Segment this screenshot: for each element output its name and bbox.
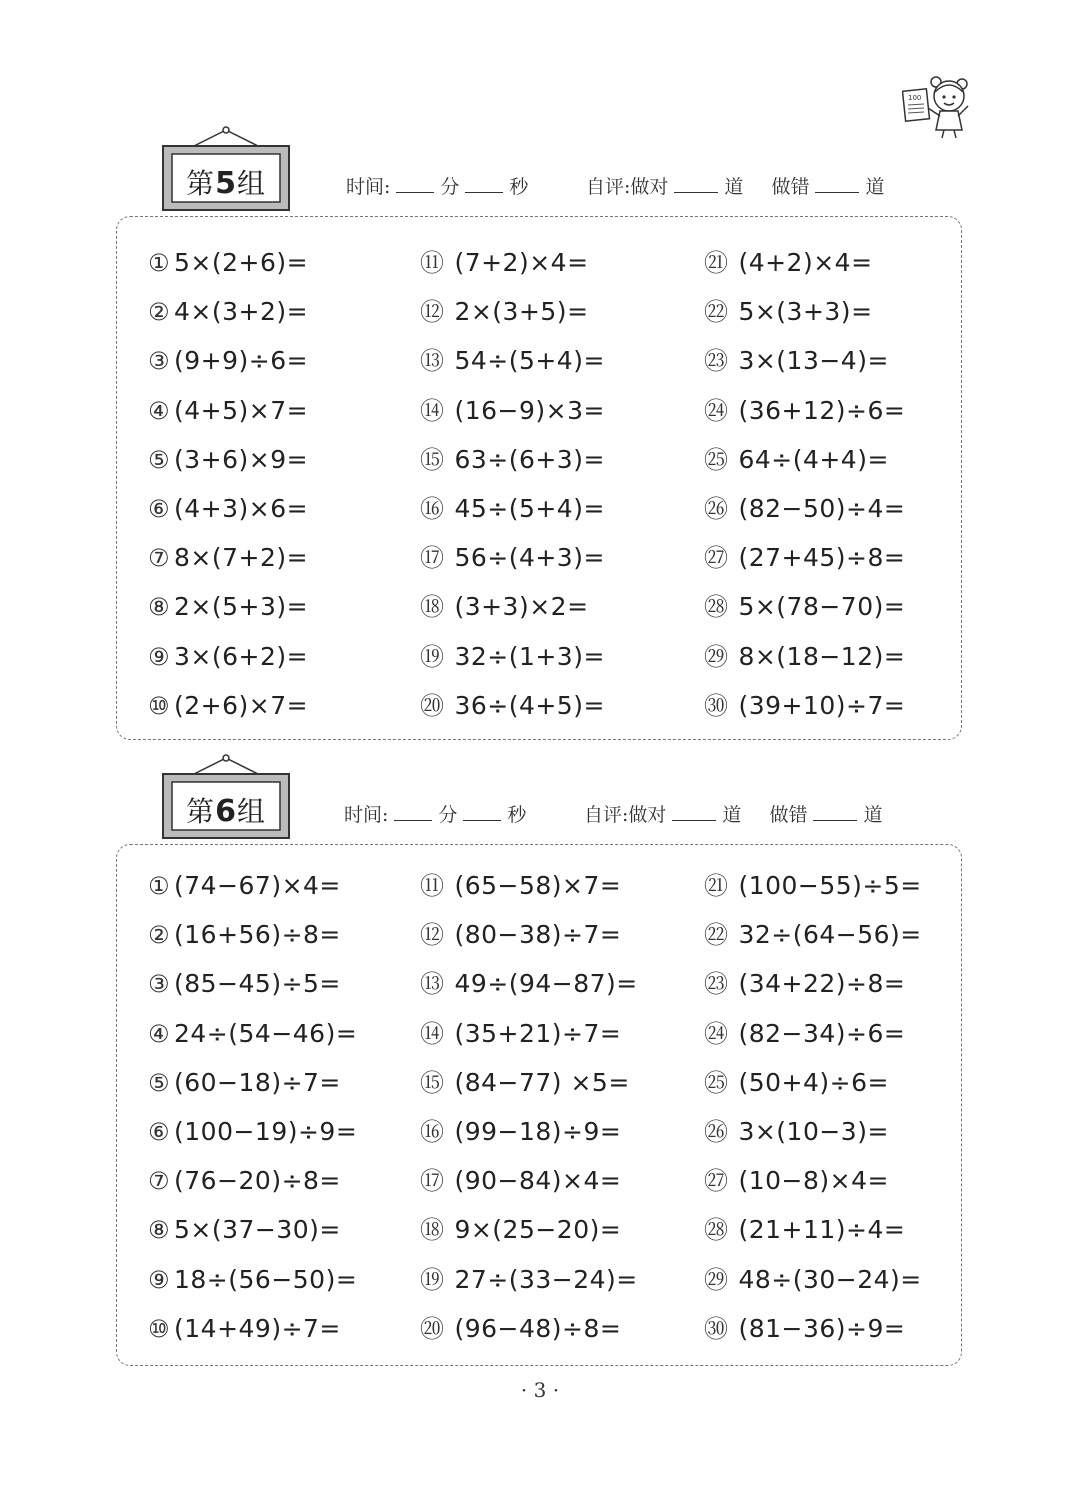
problem-expression: 54÷(5+4)=	[446, 346, 605, 376]
arithmetic-problem	[704, 1260, 922, 1300]
problem-expression: (76−20)÷8=	[174, 1166, 341, 1196]
problem-number: ㉑	[704, 249, 728, 277]
problem-expression: (10−8)×4=	[730, 1166, 889, 1196]
arithmetic-problem	[704, 391, 905, 431]
arithmetic-problem	[420, 1112, 621, 1152]
problem-number: ㉔	[704, 396, 728, 425]
problem-number: ㉓	[704, 347, 728, 376]
problem-expression: 32÷(64−56)=	[730, 920, 922, 950]
problem-expression: (82−50)÷4=	[730, 494, 906, 523]
arithmetic-problem	[420, 1014, 621, 1054]
problem-number: ㉘	[704, 593, 728, 622]
problem-expression: (100−19)÷9=	[174, 1117, 358, 1146]
problem-expression: 3×(13−4)=	[730, 346, 889, 376]
problem-expression: 3×(10−3)=	[730, 1117, 889, 1146]
arithmetic-problem	[420, 440, 605, 480]
problem-number: ㉗	[704, 1167, 728, 1196]
arithmetic-problem	[704, 964, 905, 1004]
problem-number: ⑨	[148, 642, 170, 671]
problem-number: ⑯	[420, 1118, 444, 1146]
problem-expression: (9+9)÷6=	[174, 346, 309, 376]
arithmetic-problem	[148, 915, 341, 955]
arithmetic-problem	[148, 1260, 357, 1300]
page-number: · 3 ·	[520, 1378, 560, 1402]
arithmetic-problem	[420, 1210, 621, 1250]
problem-expression: 64÷(4+4)=	[730, 444, 889, 474]
problem-number: ④	[148, 1019, 170, 1048]
problem-number: ⑤	[148, 445, 170, 474]
arithmetic-problem	[148, 1014, 357, 1054]
problem-number: ⑨	[148, 1265, 170, 1294]
problem-number: ⑩	[148, 691, 170, 720]
problem-number: ⑧	[148, 593, 170, 622]
problem-number: ⑪	[420, 249, 444, 277]
problem-number: ⑯	[420, 495, 444, 523]
problem-expression: (84−77) ×5=	[446, 1067, 630, 1097]
problem-number: ㉖	[704, 495, 728, 523]
group-title-sign	[160, 136, 292, 206]
arithmetic-problem	[420, 292, 589, 332]
problem-number: ㉑	[704, 872, 728, 900]
arithmetic-problem	[420, 964, 638, 1004]
problem-number: ⑭	[420, 396, 444, 425]
problem-expression: 36÷(4+5)=	[446, 690, 605, 720]
problem-number: ⑫	[420, 298, 444, 327]
problem-number: ⑱	[420, 593, 444, 622]
problem-expression: (81−36)÷9=	[730, 1313, 906, 1343]
correct-count-blank[interactable]	[674, 172, 718, 193]
self-evaluation: 自评:做对 道 做错 道	[586, 172, 885, 202]
mascot-illustration	[902, 72, 974, 140]
arithmetic-problem	[148, 587, 308, 627]
problem-expression: (39+10)÷7=	[730, 690, 906, 720]
problem-expression: (16+56)÷8=	[174, 920, 341, 950]
group-title-sign	[160, 764, 292, 834]
arithmetic-problem	[704, 292, 873, 332]
problem-expression: (90−84)×4=	[446, 1166, 622, 1196]
problem-number: ㉚	[704, 691, 728, 720]
problem-expression: (82−34)÷6=	[730, 1018, 906, 1048]
time-record: 时间: 分 秒	[344, 800, 526, 830]
arithmetic-problem	[704, 243, 873, 283]
problem-number: ⑤	[148, 1068, 170, 1097]
minutes-blank[interactable]	[394, 800, 432, 821]
arithmetic-problem	[420, 1309, 621, 1349]
problem-expression: (36+12)÷6=	[730, 395, 906, 425]
arithmetic-problem	[420, 538, 605, 578]
arithmetic-problem	[420, 637, 605, 677]
problem-expression: (4+5)×7=	[174, 395, 309, 425]
arithmetic-problem	[148, 341, 308, 381]
problem-number: ⑰	[420, 1167, 444, 1196]
arithmetic-problem	[420, 243, 589, 283]
problem-number: ⑫	[420, 921, 444, 950]
problem-number: ⑦	[148, 1167, 170, 1196]
problem-number: ⑥	[148, 1118, 170, 1146]
arithmetic-problem	[704, 440, 889, 480]
arithmetic-problem	[420, 1260, 638, 1300]
problem-expression: 32÷(1+3)=	[446, 641, 605, 671]
problem-number: ⑭	[420, 1019, 444, 1048]
arithmetic-problem	[148, 866, 341, 906]
problem-expression: (80−38)÷7=	[446, 920, 622, 950]
arithmetic-problem	[420, 489, 605, 529]
arithmetic-problem	[704, 686, 905, 726]
problem-number: ⑮	[420, 1068, 444, 1097]
problem-expression: 48÷(30−24)=	[730, 1264, 922, 1294]
arithmetic-problem	[704, 1161, 889, 1201]
arithmetic-problem	[148, 391, 308, 431]
problem-number: ⑩	[148, 1314, 170, 1343]
problem-number: ②	[148, 921, 170, 950]
arithmetic-problem	[148, 1309, 341, 1349]
arithmetic-problem	[148, 292, 308, 332]
problem-number: ⑧	[148, 1216, 170, 1245]
problem-expression: (14+49)÷7=	[174, 1313, 341, 1343]
svg-text:100: 100	[908, 94, 922, 102]
problem-number: ③	[148, 970, 170, 999]
problem-expression: (60−18)÷7=	[174, 1067, 341, 1097]
arithmetic-problem	[420, 587, 589, 627]
problem-expression: 24÷(54−46)=	[174, 1018, 358, 1048]
problem-number: ㉒	[704, 921, 728, 950]
problem-expression: 63÷(6+3)=	[446, 444, 605, 474]
problem-number: ㉒	[704, 298, 728, 327]
problem-expression: (4+3)×6=	[174, 494, 309, 523]
problem-number: ㉕	[704, 1068, 728, 1097]
arithmetic-problem	[704, 866, 922, 906]
arithmetic-problem	[420, 341, 605, 381]
problem-expression: 2×(3+5)=	[446, 297, 589, 327]
arithmetic-problem	[704, 538, 905, 578]
arithmetic-problem	[704, 587, 905, 627]
arithmetic-problem	[420, 391, 605, 431]
problem-expression: (34+22)÷8=	[730, 969, 906, 999]
arithmetic-problem	[148, 489, 308, 529]
arithmetic-problem	[148, 1112, 357, 1152]
arithmetic-problem	[704, 1063, 889, 1103]
arithmetic-problem	[148, 686, 308, 726]
arithmetic-problem	[148, 1161, 341, 1201]
problem-expression: 5×(2+6)=	[174, 248, 309, 277]
problem-expression: (2+6)×7=	[174, 690, 309, 720]
problem-expression: (99−18)÷9=	[446, 1117, 622, 1146]
problem-expression: (21+11)÷4=	[730, 1215, 906, 1245]
problem-expression: 9×(25−20)=	[446, 1215, 622, 1245]
problem-expression: (3+3)×2=	[446, 592, 589, 622]
problem-expression: (85−45)÷5=	[174, 969, 341, 999]
problem-number: ⑦	[148, 544, 170, 573]
arithmetic-problem	[148, 1210, 341, 1250]
problem-number: ㉚	[704, 1314, 728, 1343]
arithmetic-problem	[704, 341, 889, 381]
problem-expression: (3+6)×9=	[174, 444, 309, 474]
arithmetic-problem	[704, 1014, 905, 1054]
problem-expression: 56÷(4+3)=	[446, 543, 605, 573]
problem-expression: 2×(5+3)=	[174, 592, 309, 622]
arithmetic-problem	[420, 915, 621, 955]
problem-expression: (100−55)÷5=	[730, 871, 922, 900]
arithmetic-problem	[704, 1210, 905, 1250]
arithmetic-problem	[704, 915, 922, 955]
problem-expression: 5×(3+3)=	[730, 297, 873, 327]
problem-number: ⑰	[420, 544, 444, 573]
problem-expression: (27+45)÷8=	[730, 543, 906, 573]
problem-number: ②	[148, 298, 170, 327]
self-evaluation: 自评:做对 道 做错 道	[584, 800, 883, 830]
group-title: 第6组	[186, 794, 266, 829]
arithmetic-problem	[420, 866, 621, 906]
problem-expression: (50+4)÷6=	[730, 1067, 889, 1097]
problem-expression: (16−9)×3=	[446, 395, 605, 425]
seconds-blank[interactable]	[463, 800, 501, 821]
problem-expression: 8×(18−12)=	[730, 641, 906, 671]
problem-expression: 5×(78−70)=	[730, 592, 906, 622]
problem-number: ③	[148, 347, 170, 376]
seconds-blank[interactable]	[465, 172, 503, 193]
problem-number: ⑳	[420, 1314, 444, 1343]
problem-number: ⑱	[420, 1216, 444, 1245]
problem-number: ⑥	[148, 495, 170, 523]
arithmetic-problem	[148, 637, 308, 677]
problem-expression: 27÷(33−24)=	[446, 1264, 638, 1294]
arithmetic-problem	[704, 637, 905, 677]
arithmetic-problem	[704, 489, 905, 529]
arithmetic-problem	[148, 243, 308, 283]
problem-number: ④	[148, 396, 170, 425]
problem-number: ㉘	[704, 1216, 728, 1245]
problem-expression: 8×(7+2)=	[174, 543, 309, 573]
correct-count-blank[interactable]	[672, 800, 716, 821]
problem-number: ⑬	[420, 347, 444, 376]
problem-number: ⑬	[420, 970, 444, 999]
problem-number: ⑲	[420, 1265, 444, 1294]
problem-expression: 45÷(5+4)=	[446, 494, 605, 523]
wrong-count-blank[interactable]	[815, 172, 859, 193]
arithmetic-problem	[704, 1112, 889, 1152]
problem-number: ⑳	[420, 691, 444, 720]
problem-number: ㉗	[704, 544, 728, 573]
problem-number: ①	[148, 872, 170, 900]
problem-number: ㉙	[704, 1265, 728, 1294]
problem-number: ⑪	[420, 872, 444, 900]
problem-expression: 3×(6+2)=	[174, 641, 309, 671]
arithmetic-problem	[704, 1309, 905, 1349]
wrong-count-blank[interactable]	[813, 800, 857, 821]
problem-expression: (96−48)÷8=	[446, 1313, 622, 1343]
arithmetic-problem	[420, 1161, 621, 1201]
minutes-blank[interactable]	[396, 172, 434, 193]
problem-number: ㉔	[704, 1019, 728, 1048]
problem-number: ㉙	[704, 642, 728, 671]
problem-number: ①	[148, 249, 170, 277]
problem-expression: 49÷(94−87)=	[446, 969, 638, 999]
problem-number: ㉓	[704, 970, 728, 999]
time-record: 时间: 分 秒	[346, 172, 528, 202]
arithmetic-problem	[148, 1063, 341, 1103]
arithmetic-problem	[420, 1063, 630, 1103]
problem-expression: 18÷(56−50)=	[174, 1264, 358, 1294]
problem-number: ㉖	[704, 1118, 728, 1146]
arithmetic-problem	[420, 686, 605, 726]
problem-expression: (7+2)×4=	[446, 248, 589, 277]
problem-expression: 4×(3+2)=	[174, 297, 309, 327]
problem-expression: (35+21)÷7=	[446, 1018, 622, 1048]
problem-number: ㉕	[704, 445, 728, 474]
problem-expression: (65−58)×7=	[446, 871, 622, 900]
problem-number: ⑮	[420, 445, 444, 474]
arithmetic-problem	[148, 538, 308, 578]
problem-expression: 5×(37−30)=	[174, 1215, 341, 1245]
problem-expression: (74−67)×4=	[174, 871, 341, 900]
problem-expression: (4+2)×4=	[730, 248, 873, 277]
group-title: 第5组	[186, 166, 266, 201]
arithmetic-problem	[148, 440, 308, 480]
problem-number: ⑲	[420, 642, 444, 671]
arithmetic-problem	[148, 964, 341, 1004]
